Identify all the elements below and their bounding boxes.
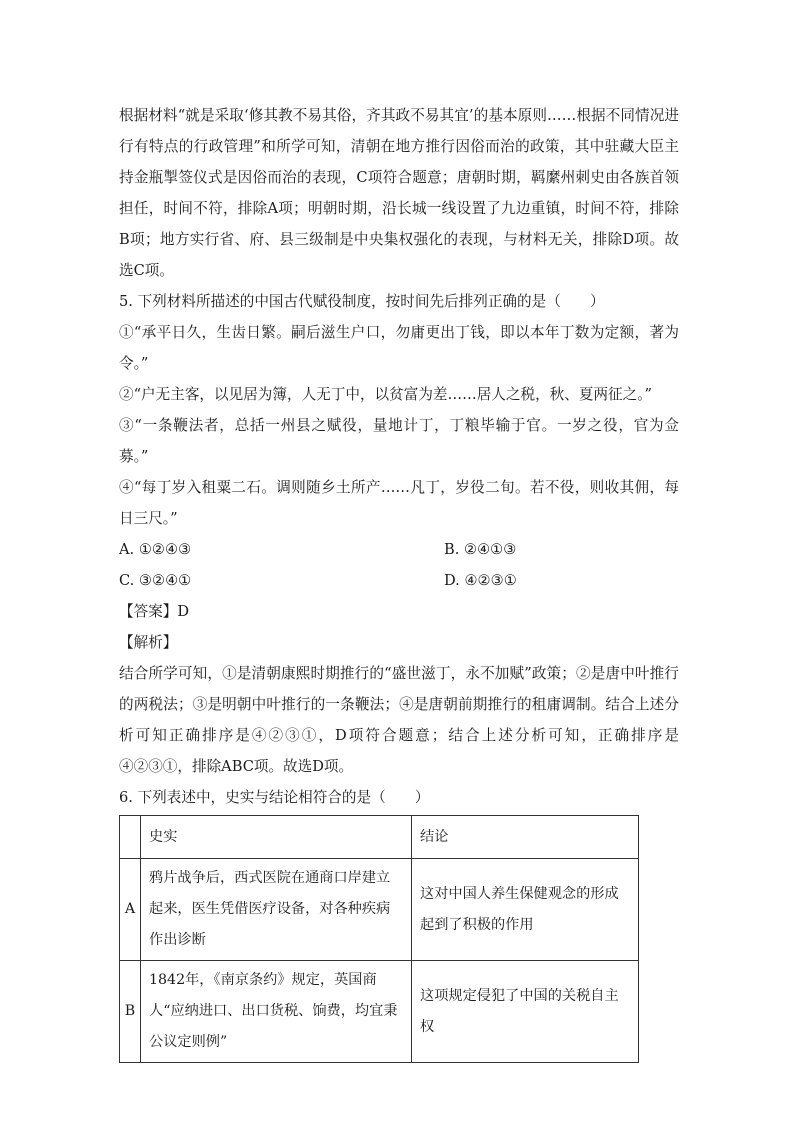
question-5-options-row: [119, 565, 679, 596]
option-b: B. ②④①③: [444, 541, 517, 558]
question-5-item: ③“一条鞭法者，总括一州县之赋役，量地计丁，丁粮毕输于官。一岁之役，官为佥募。”: [119, 417, 679, 465]
question-5-answer: 【答案】D: [119, 603, 190, 620]
question-6-stem: 6. 下列表述中，史实与结论相符合的是（ ）: [119, 789, 430, 806]
table-header-fact: 史实: [141, 816, 412, 859]
option-a: A. ①②④③: [119, 541, 192, 558]
question-5-options-row: [119, 534, 679, 565]
question-5-item: ④“每丁岁入租粟二石。调则随乡土所产……凡丁，岁役二旬。若不役，则收其佣，每日三尺。”: [119, 479, 679, 527]
table-header-conclusion: 结论: [412, 816, 639, 859]
table-header-row: [120, 816, 639, 859]
question-6-table: [119, 815, 639, 1063]
row-conclusion: 这对中国人养生保健观念的形成起到了积极的作用: [412, 859, 639, 961]
question-5-item: ①“承平日久，生齿日繁。嗣后滋生户口，勿庸更出丁钱，即以本年丁数为定额，著为令。”: [119, 324, 679, 372]
row-conclusion: 这项规定侵犯了中国的关税自主权: [412, 961, 639, 1063]
table-header-letter: [120, 816, 141, 859]
row-fact: 鸦片战争后，西式医院在通商口岸建立起来，医生凭借医疗设备，对各种疾病作出诊断: [141, 859, 412, 961]
row-letter: B: [120, 961, 141, 1063]
question-5-analysis: 结合所学可知，①是清朝康熙时期推行的“盛世滋丁，永不加赋”政策；②是唐中叶推行的两税法；③是明朝中叶推行的一条鞭法；④是唐朝前期推行的租庸调制。结合上述分析可知正确排序是④②③①，D项符合题意；结合上述分析可知，正确排序是④②③①，排除ABC项。故选D项。: [119, 665, 679, 775]
option-c: C. ③②④①: [119, 572, 192, 589]
question-5-stem: 5. 下列材料所描述的中国古代赋役制度，按时间先后排列正确的是（ ）: [119, 293, 605, 310]
question-5-item: ②“户无主客，以见居为簿，人无丁中，以贫富为差……居人之税，秋、夏两征之。”: [119, 386, 652, 403]
previous-question-analysis: 根据材料“就是采取‘修其教不易其俗，齐其政不易其宜’的基本原则……根据不同情况进行有特点的行政管理”和所学可知，清朝在地方推行因俗而治的政策，其中驻藏大臣主持金瓶掣签仪式是因俗而治的表现，C项符合题意；唐朝时期，羁縻州刺史由各族首领担任，时间不符，排除A项；明朝时期，沿长城一线设置了九边重镇，时间不符，排除B项；地方实行省、府、县三级制是中央集权强化的表现，与材料无关，排除D项。故选C项。: [119, 107, 679, 279]
row-fact: 1842年，《南京条约》规定，英国商人“应纳进口、出口货税、饷费，均宜秉公议定则例”: [141, 961, 412, 1063]
table-row: [120, 859, 639, 961]
option-d: D. ④②③①: [444, 572, 517, 589]
table-row: [120, 961, 639, 1063]
page-content: [119, 100, 679, 1063]
question-5-analysis-label: 【解析】: [119, 634, 178, 651]
row-letter: A: [120, 859, 141, 961]
